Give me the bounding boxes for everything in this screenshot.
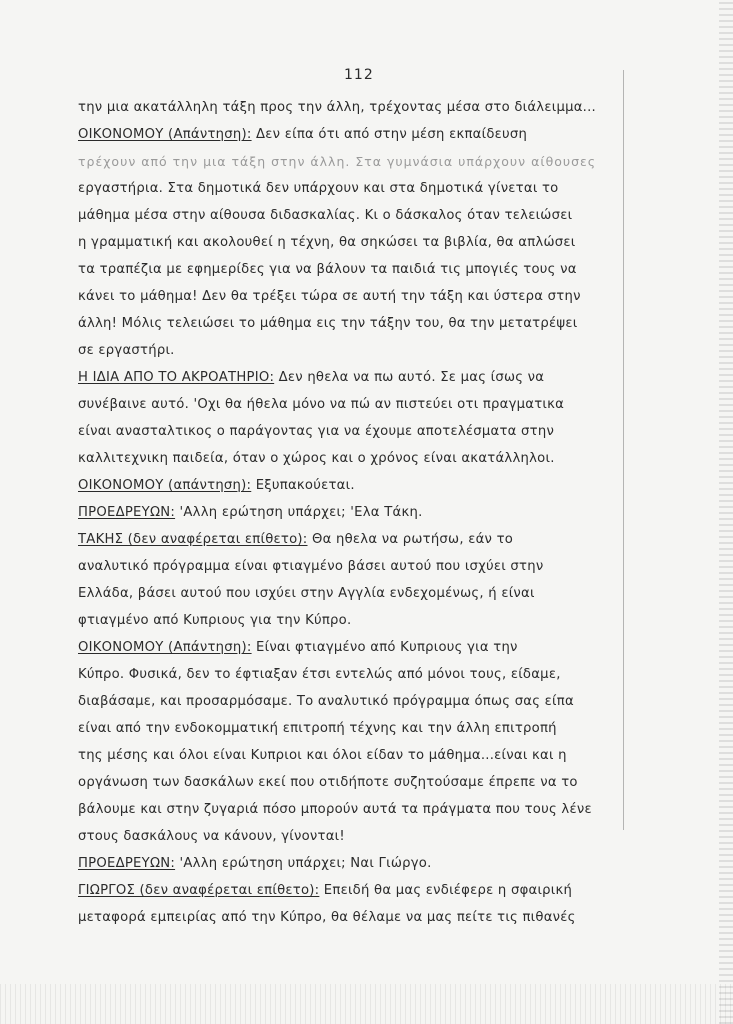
transcript-line bbox=[78, 688, 638, 715]
line-text: άλλη! Μόλις τελειώσει το μάθημα εις την τάξην του, θα την μετατρέψει bbox=[78, 316, 578, 331]
transcript-line bbox=[78, 499, 638, 526]
transcript-line bbox=[78, 445, 638, 472]
line-text: είναι ανασταλτικος ο παράγοντας για να έχουμε αποτελέσματα στην bbox=[78, 424, 555, 439]
scan-edge-noise bbox=[719, 0, 733, 1024]
transcript-line bbox=[78, 715, 638, 742]
line-text: φτιαγμένο από Κυπριους για την Κύπρο. bbox=[78, 613, 352, 628]
transcript-line bbox=[78, 94, 638, 121]
transcript-line bbox=[78, 877, 638, 904]
line-text: εργαστήρια. Στα δημοτικά δεν υπάρχουν και στα δημοτικά γίνεται το bbox=[78, 181, 559, 196]
line-text: βάλουμε και στην ζυγαριά πόσο μπορούν αυτά τα πράγματα που τους λένε bbox=[78, 802, 592, 817]
speaker-label: ΓΙΩΡΓΟΣ (δεν αναφέρεται επίθετο): bbox=[78, 883, 320, 898]
speaker-label: Η ΙΔΙΑ ΑΠΟ ΤΟ ΑΚΡΟΑΤΗΡΙΟ: bbox=[78, 370, 275, 385]
line-text: κάνει το μάθημα! Δεν θα τρέξει τώρα σε αυτή την τάξη και ύστερα στην bbox=[78, 289, 581, 304]
line-text: η γραμματική και ακολουθεί η τέχνη, θα σηκώσει τα βιβλία, θα απλώσει bbox=[78, 235, 576, 250]
line-text: της μέσης και όλοι είναι Κυπριοι και όλοι είδαν το μάθημα...είναι και η bbox=[78, 748, 567, 763]
transcript-line bbox=[78, 607, 638, 634]
transcript-line bbox=[78, 337, 638, 364]
line-text: Δεν ηθελα να πω αυτό. Σε μας ίσως να bbox=[274, 370, 545, 385]
line-text: Εξυπακούεται. bbox=[251, 478, 355, 493]
line-text: 'Αλλη ερώτηση υπάρχει; Ναι Γιώργο. bbox=[175, 856, 432, 871]
line-text: Ελλάδα, βάσει αυτού που ισχύει στην Αγγλία ενδεχομένως, ή είναι bbox=[78, 586, 535, 601]
speaker-label: ΟΙΚΟΝΟΜΟΥ (Απάντηση): bbox=[78, 127, 252, 142]
transcript-line bbox=[78, 580, 638, 607]
transcript-line bbox=[78, 472, 638, 499]
line-text: σε εργαστήρι. bbox=[78, 343, 175, 358]
transcript-line bbox=[78, 634, 638, 661]
speaker-label: ΟΙΚΟΝΟΜΟΥ (απάντηση): bbox=[78, 478, 252, 493]
line-text: Επειδή θα μας ενδιέφερε η σφαιρική bbox=[319, 883, 573, 898]
line-text: οργάνωση των δασκάλων εκεί που οτιδήποτε συζητούσαμε έπρεπε να το bbox=[78, 775, 578, 790]
line-text: τρέχουν από την μια τάξη στην άλλη. Στα γυμνάσια υπάρχουν αίθουσες bbox=[78, 154, 597, 169]
transcript-line bbox=[78, 121, 638, 148]
transcript-line bbox=[78, 769, 638, 796]
transcript-line bbox=[78, 364, 638, 391]
line-text: Κύπρο. Φυσικά, δεν το έφτιαξαν έτσι εντελώς από μόνοι τους, είδαμε, bbox=[78, 667, 561, 682]
line-text: 'Αλλη ερώτηση υπάρχει; 'Ελα Τάκη. bbox=[175, 505, 423, 520]
speaker-label: ΠΡΟΕΔΡΕΥΩΝ: bbox=[78, 856, 176, 871]
transcript-body bbox=[78, 94, 638, 931]
line-text: συνέβαινε αυτό. 'Οχι θα ήθελα μόνο να πώ αν πιστεύει οτι πραγματικα bbox=[78, 397, 565, 412]
line-text: την μια ακατάλληλη τάξη προς την άλλη, τρέχοντας μέσα στο διάλειμμα... bbox=[78, 100, 596, 115]
speaker-label: ΠΡΟΕΔΡΕΥΩΝ: bbox=[78, 505, 176, 520]
transcript-line bbox=[78, 391, 638, 418]
page-number: 112 bbox=[344, 67, 374, 83]
line-text: στους δασκάλους να κάνουν, γίνονται! bbox=[78, 829, 345, 844]
transcript-line bbox=[78, 796, 638, 823]
transcript-line bbox=[78, 418, 638, 445]
transcript-line bbox=[78, 904, 638, 931]
transcript-line bbox=[78, 742, 638, 769]
line-text: καλλιτεχνικη παιδεία, όταν ο χώρος και ο χρόνος είναι ακατάλληλοι. bbox=[78, 451, 555, 466]
transcript-line bbox=[78, 148, 638, 175]
speaker-label: ΟΙΚΟΝΟΜΟΥ (Απάντηση): bbox=[78, 640, 252, 655]
speaker-label: ΤΑΚΗΣ (δεν αναφέρεται επίθετο): bbox=[78, 532, 308, 547]
line-text: μεταφορά εμπειρίας από την Κύπρο, θα θέλαμε να μας πείτε τις πιθανές bbox=[78, 910, 576, 925]
transcript-line bbox=[78, 175, 638, 202]
transcript-line bbox=[78, 850, 638, 877]
transcript-line bbox=[78, 553, 638, 580]
transcript-line bbox=[78, 526, 638, 553]
line-text: Είναι φτιαγμένο από Κυπριους για την bbox=[251, 640, 518, 655]
transcript-line bbox=[78, 661, 638, 688]
transcript-line bbox=[78, 283, 638, 310]
line-text: είναι από την ενδοκομματική επιτροπή τέχνης και την άλλη επιτροπή bbox=[78, 721, 557, 736]
transcript-line bbox=[78, 202, 638, 229]
transcript-line bbox=[78, 823, 638, 850]
line-text: Δεν είπα ότι από στην μέση εκπαίδευση bbox=[251, 127, 528, 142]
line-text: Θα ηθελα να ρωτήσω, εάν το bbox=[307, 532, 514, 547]
line-text: τα τραπέζια με εφημερίδες για να βάλουν τα παιδιά τις μπογιές τους να bbox=[78, 262, 577, 277]
transcript-line bbox=[78, 310, 638, 337]
line-text: αναλυτικό πρόγραμμα είναι φτιαγμένο βάσει αυτού που ισχύει στην bbox=[78, 559, 544, 574]
line-text: διαβάσαμε, και προσαρμόσαμε. Το αναλυτικό πρόγραμμα όπως σας είπα bbox=[78, 694, 574, 709]
transcript-line bbox=[78, 256, 638, 283]
line-text: μάθημα μέσα στην αίθουσα διδασκαλίας. Κι ο δάσκαλος όταν τελειώσει bbox=[78, 208, 573, 223]
scan-bottom-noise bbox=[0, 984, 733, 1024]
transcript-line bbox=[78, 229, 638, 256]
